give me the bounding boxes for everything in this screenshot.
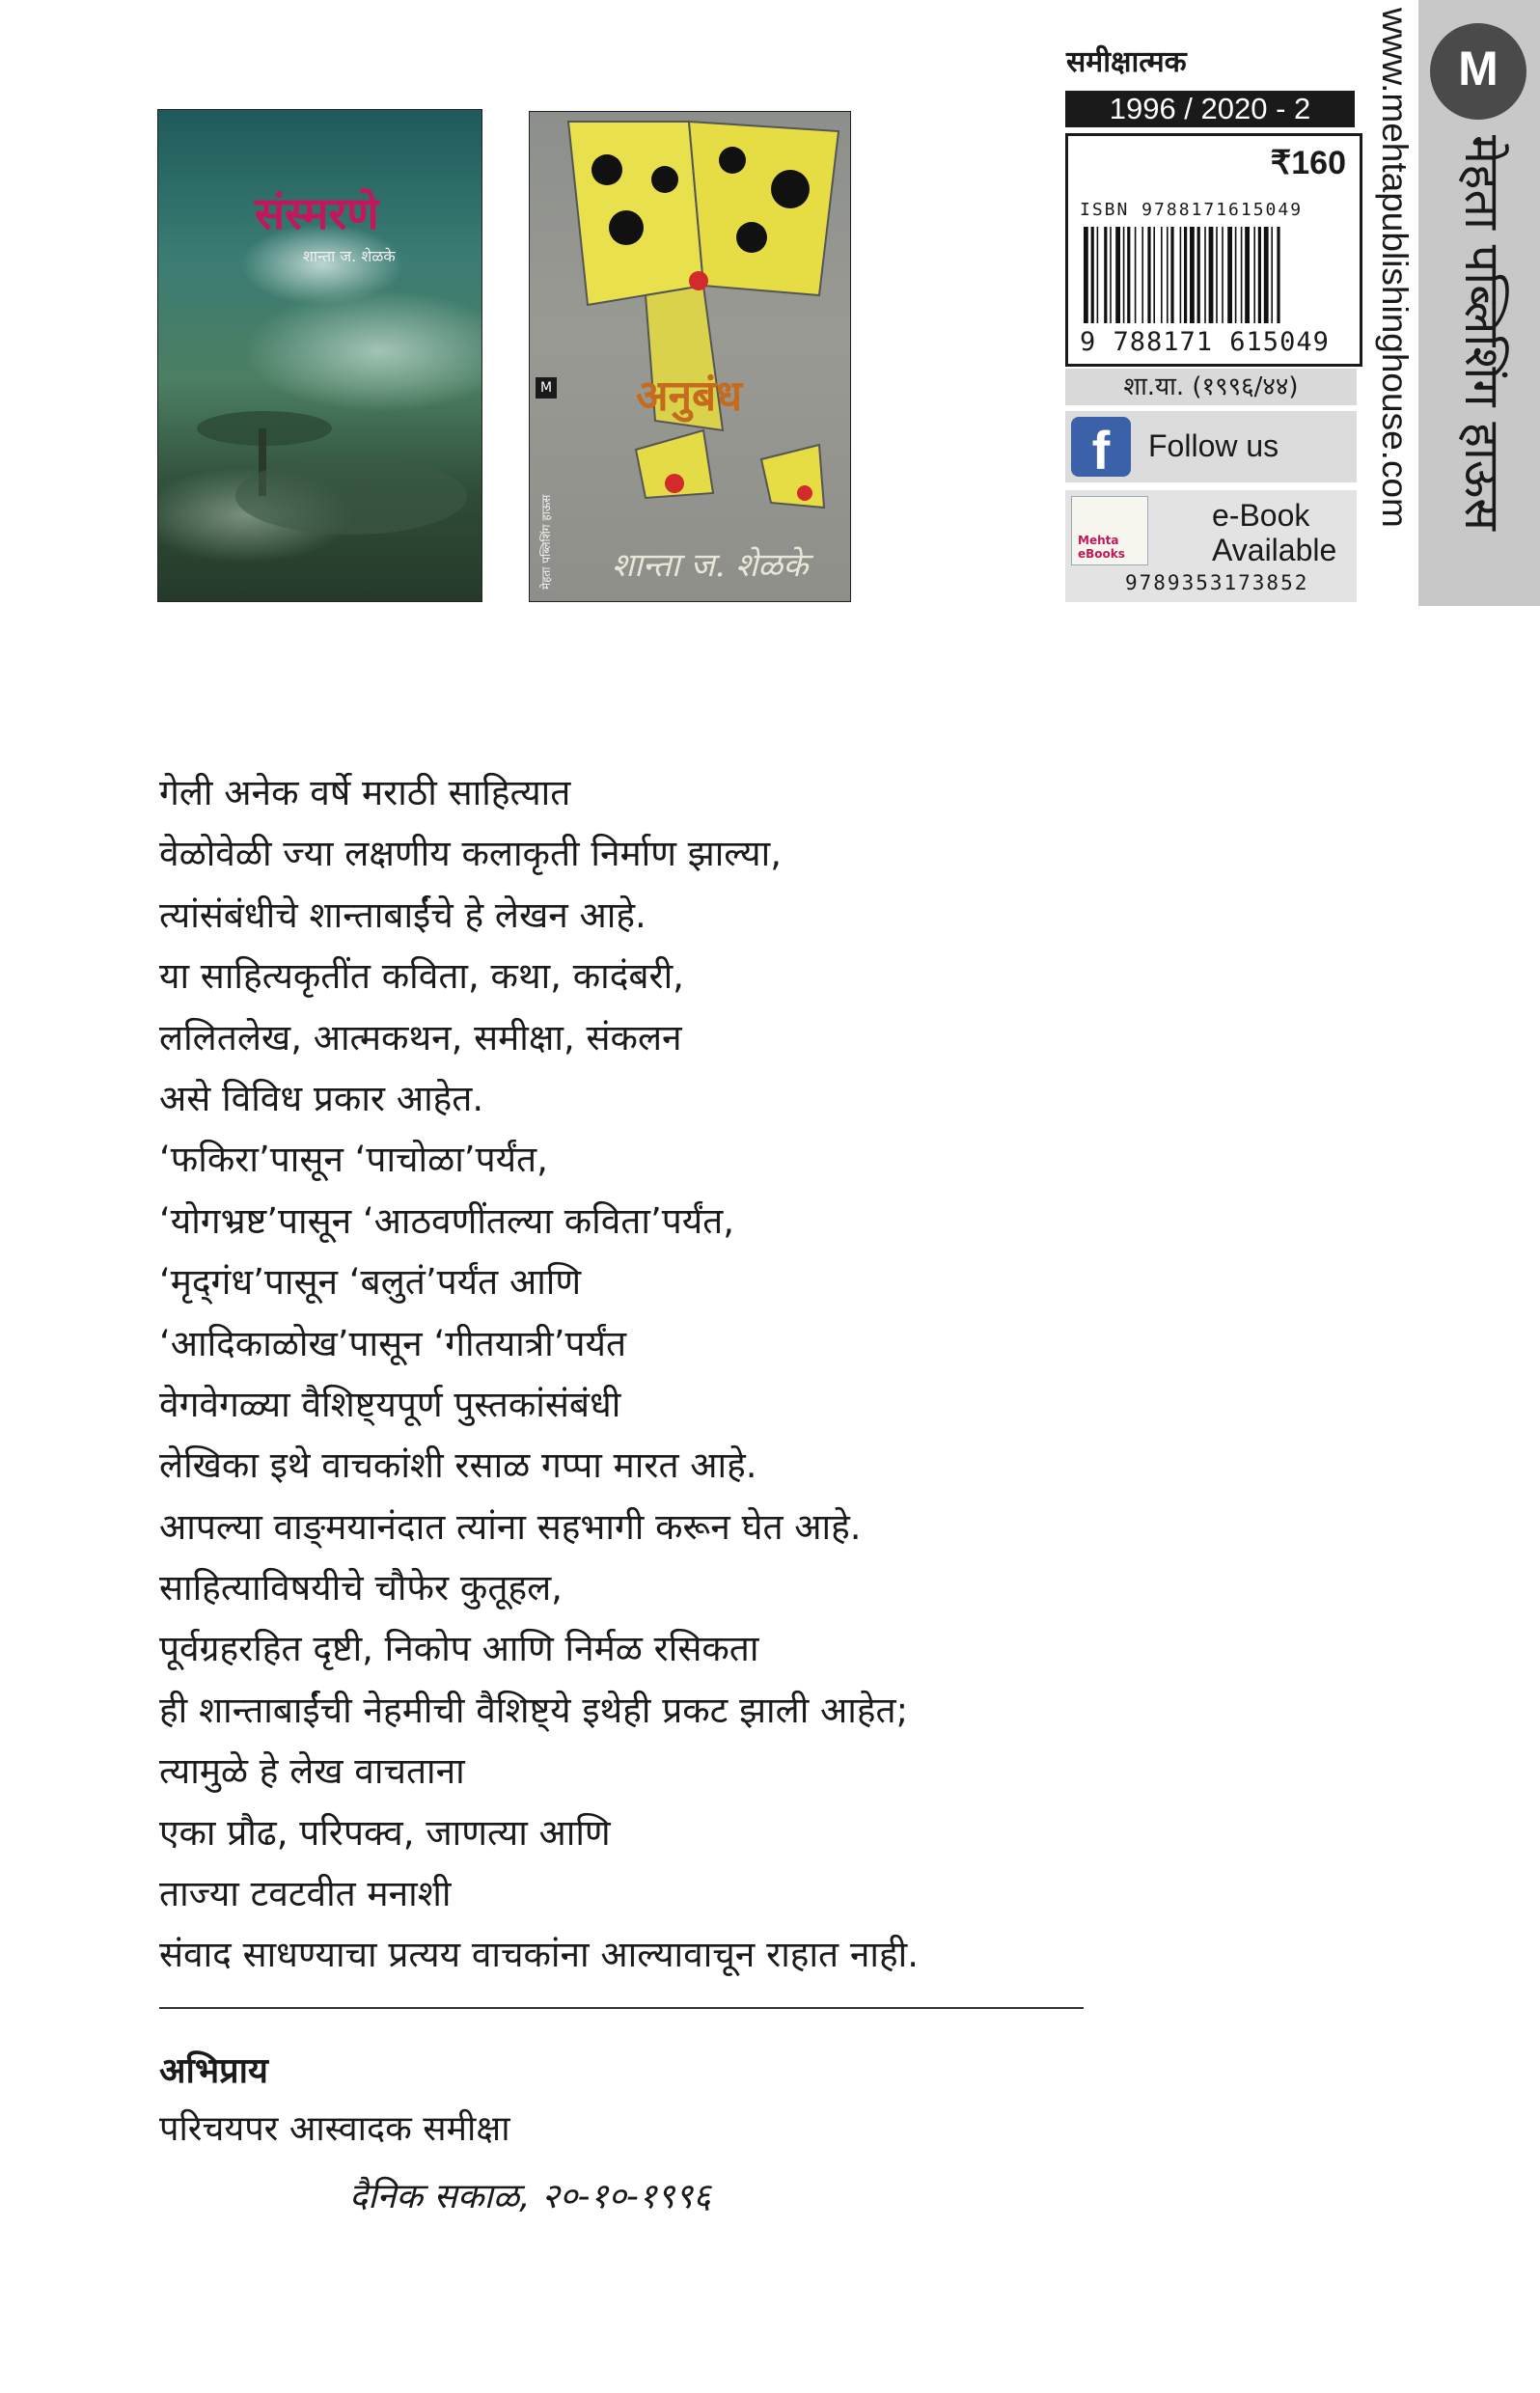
publisher-name: मेहता पब्लिशिंग हाऊस: [1454, 135, 1510, 531]
blurb-line: लेखिका इथे वाचकांशी रसाळ गप्पा मारत आहे.: [159, 1444, 757, 1487]
cover-title: अनुबंध: [636, 371, 743, 421]
barcode-box: [1065, 133, 1362, 367]
ebook-available: [1065, 490, 1357, 602]
ebook-line2: Available: [1212, 533, 1337, 567]
divider: [159, 2007, 1084, 2009]
facebook-follow[interactable]: [1065, 411, 1357, 482]
opinion-text: परिचयपर आस्वादक समीक्षा: [159, 2109, 510, 2149]
blurb-line: आपल्या वाङ्‌मयानंदात त्यांना सहभागी करून घेत आहे.: [159, 1505, 862, 1548]
blurb-line: संवाद साधण्याचा प्रत्यय वाचकांना आल्यावाचून राहात नाही.: [159, 1934, 919, 1976]
publisher-logo-icon: [1430, 23, 1526, 120]
blurb-line: ‘योगभ्रष्ट’पासून ‘आठवणींतल्या कविता’पर्यंत,: [159, 1199, 735, 1242]
book-cover-sansmarane: [157, 109, 482, 602]
blurb-line: साहित्याविषयीचे चौफेर कुतूहल,: [159, 1567, 563, 1609]
facebook-icon: f: [1071, 417, 1131, 477]
price: ₹160: [1270, 145, 1346, 181]
blurb-line: ही शान्ताबाईंची नेहमीची वैशिष्ट्ये इथेही प्रकट झाली आहेत;: [159, 1689, 909, 1731]
publisher-website: www.mehtapublishinghouse.com: [1375, 8, 1415, 528]
ebook-line1: e-Book: [1212, 498, 1310, 533]
isbn-number: 9 788171 615049: [1080, 327, 1330, 357]
blurb-line: त्यामुळे हे लेख वाचताना: [159, 1750, 465, 1793]
blurb-line: ‘आदिकाळोख’पासून ‘गीतयात्री’पर्यंत: [159, 1322, 627, 1364]
cover-title: संस्मरणे: [255, 187, 379, 239]
blurb-line: असे विविध प्रकार आहेत.: [159, 1077, 484, 1119]
publisher-strip: [1418, 0, 1540, 606]
barcode-icon: [1082, 227, 1348, 323]
ebook-badge-icon: [1071, 496, 1148, 565]
cover-author: शान्ता ज. शेळके: [303, 247, 396, 265]
logo-glyph: M: [1458, 41, 1499, 96]
cover-author: शान्ता ज. शेळके: [612, 546, 809, 585]
opinion-heading: अभिप्राय: [159, 2051, 268, 2091]
publisher-logo-small: M: [536, 377, 557, 399]
blurb-text: [159, 762, 1221, 1986]
blurb-line: गेली अनेक वर्षे मराठी साहित्यात: [159, 772, 571, 813]
book-cover-anubandh: [529, 111, 851, 602]
cover-publisher-text: मेहता पब्लिशिंग हाऊस: [539, 494, 553, 590]
blurb-line: ताज्या टवटवीत मनाशी: [159, 1873, 452, 1915]
blurb-line: पूर्वग्रहरहित दृष्टी, निकोप आणि निर्मळ रसिकता: [159, 1628, 759, 1670]
ebook-isbn: 9789353173852: [1125, 571, 1309, 594]
category-label: समीक्षात्मक: [1066, 45, 1187, 79]
follow-label: Follow us: [1148, 428, 1279, 463]
blurb-line: ‘मृद्‌गंध’पासून ‘बलुतं’पर्यंत आणि: [159, 1261, 582, 1304]
opinion-source: दैनिक सकाळ, २०-१०-१९९६: [349, 2177, 711, 2216]
blurb-line: त्यांसंबंधीचे शान्ताबाईंचे हे लेखन आहे.: [159, 894, 646, 936]
blurb-line: या साहित्यकृतींत कविता, कथा, कादंबरी,: [159, 955, 684, 998]
blurb-line: वेगवेगळ्या वैशिष्ट्यपूर्ण पुस्तकांसंबंधी: [159, 1383, 621, 1425]
ebook-badge-text: Mehta eBooks: [1078, 534, 1125, 561]
edition-label: 1996 / 2020 - 2: [1065, 91, 1355, 127]
registration-number: शा.या. (१९९६/४४): [1065, 369, 1357, 405]
blurb-line: एका प्रौढ, परिपक्व, जाणत्या आणि: [159, 1811, 611, 1854]
blurb-line: ‘फकिरा’पासून ‘पाचोळा’पर्यंत,: [159, 1139, 548, 1181]
isbn-label: ISBN 9788171615049: [1080, 200, 1304, 220]
butterfly-illustration: [530, 112, 850, 601]
blurb-line: ललितलेख, आत्मकथन, समीक्षा, संकलन: [159, 1016, 682, 1059]
ebook-label: [1212, 498, 1336, 567]
blurb-line: वेळोवेळी ज्या लक्षणीय कलाकृती निर्माण झाल्या,: [159, 833, 782, 875]
